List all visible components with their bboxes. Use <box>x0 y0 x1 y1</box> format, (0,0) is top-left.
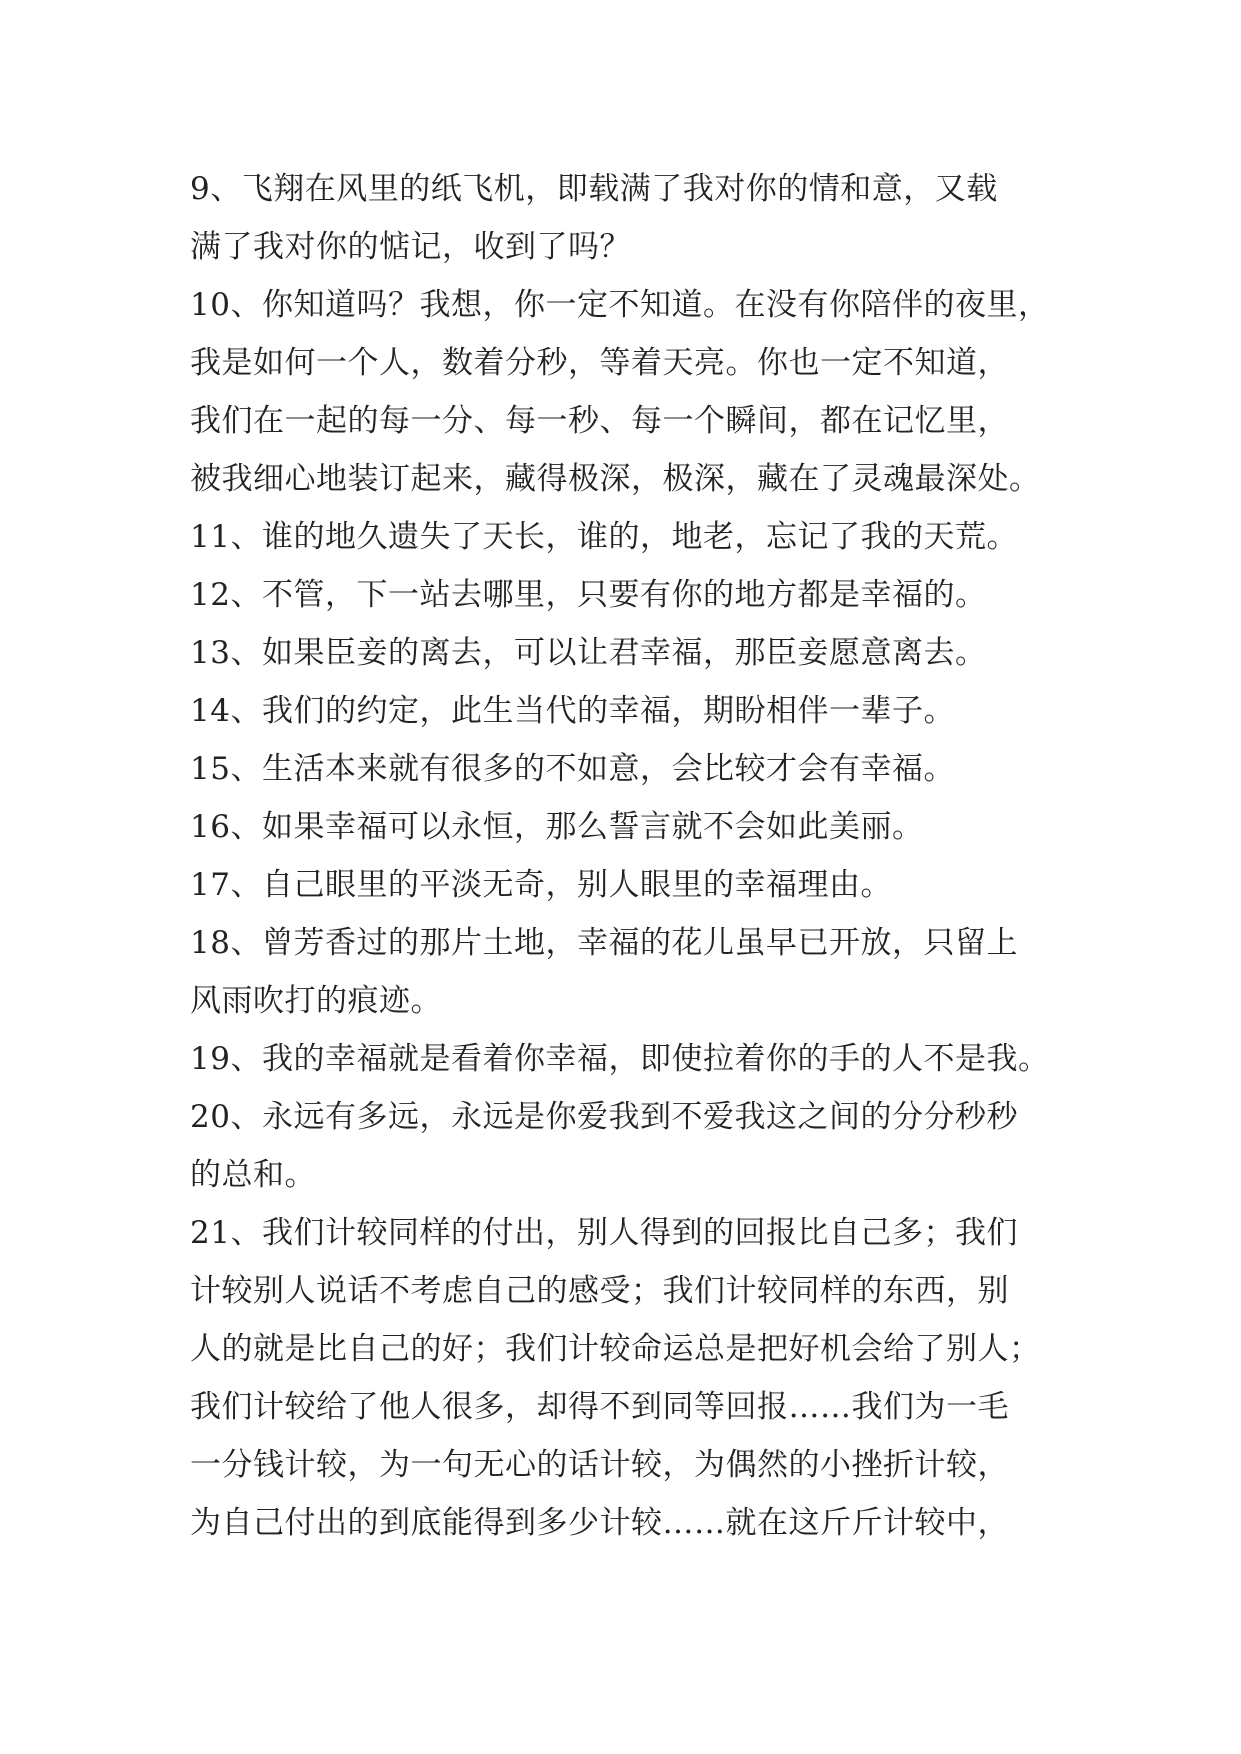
text-line: 21、我们计较同样的付出，别人得到的回报比自己多；我们 <box>190 1215 1018 1251</box>
text-line: 一分钱计较，为一句无心的话计较，为偶然的小挫折计较， <box>190 1447 1009 1483</box>
text-line: 为自己付出的到底能得到多少计较……就在这斤斤计较中， <box>190 1505 1009 1541</box>
text-line: 17、自己眼里的平淡无奇，别人眼里的幸福理由。 <box>190 867 892 903</box>
text-line: 被我细心地装订起来，藏得极深，极深，藏在了灵魂最深处。 <box>190 461 1041 497</box>
text-line: 13、如果臣妾的离去，可以让君幸福，那臣妾愿意离去。 <box>190 635 987 671</box>
text-line: 我们在一起的每一分、每一秒、每一个瞬间，都在记忆里， <box>190 403 1009 439</box>
text-line: 风雨吹打的痕迹。 <box>190 983 442 1019</box>
text-line: 19、我的幸福就是看着你幸福，即使拉着你的手的人不是我。 <box>190 1041 1050 1077</box>
text-line: 的总和。 <box>190 1157 316 1193</box>
text-line: 11、谁的地久遗失了天长，谁的，地老，忘记了我的天荒。 <box>190 519 1018 555</box>
text-line: 我是如何一个人，数着分秒，等着天亮。你也一定不知道， <box>190 345 1009 381</box>
text-line: 计较别人说话不考虑自己的感受；我们计较同样的东西，别 <box>190 1273 1009 1309</box>
text-line: 我们计较给了他人很多，却得不到同等回报……我们为一毛 <box>190 1389 1009 1425</box>
text-line: 10、你知道吗？我想，你一定不知道。在没有你陪伴的夜里， <box>190 287 1050 323</box>
text-line: 15、生活本来就有很多的不如意，会比较才会有幸福。 <box>190 751 955 787</box>
text-line: 满了我对你的惦记，收到了吗？ <box>190 229 631 265</box>
text-line: 16、如果幸福可以永恒，那么誓言就不会如此美丽。 <box>190 809 924 845</box>
text-line: 14、我们的约定，此生当代的幸福，期盼相伴一辈子。 <box>190 693 955 729</box>
text-line: 人的就是比自己的好；我们计较命运总是把好机会给了别人； <box>190 1331 1041 1367</box>
text-line: 9、飞翔在风里的纸飞机，即载满了我对你的情和意，又载 <box>190 171 998 207</box>
text-line: 18、曾芳香过的那片土地，幸福的花儿虽早已开放，只留上 <box>190 925 1018 961</box>
text-line: 20、永远有多远，永远是你爱我到不爱我这之间的分分秒秒 <box>190 1099 1018 1135</box>
text-line: 12、不管，下一站去哪里，只要有你的地方都是幸福的。 <box>190 577 987 613</box>
